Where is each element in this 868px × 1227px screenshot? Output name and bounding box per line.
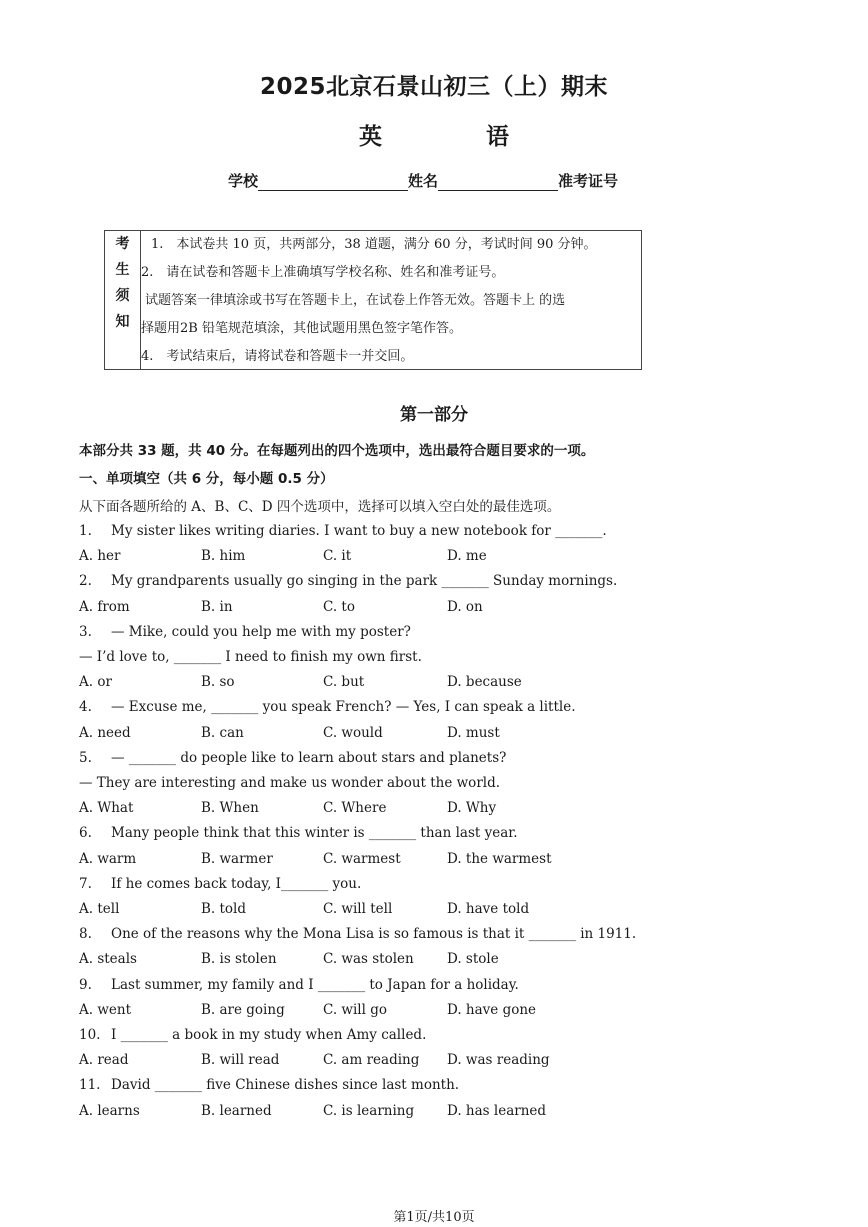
answer-option[interactable]: B. him [201,548,246,565]
question-stem [79,825,518,841]
notice-side-label [105,231,141,369]
answer-option[interactable]: B. learned [201,1102,272,1119]
question-number: 6. [79,825,92,842]
answer-option[interactable]: B. is stolen [201,951,277,968]
question-text: David _______ five Chinese dishes since last month. [111,1077,460,1094]
answer-option[interactable]: D. have told [447,901,530,917]
subject-title: 英 语 [358,124,557,150]
notice-side-char: 考 [115,236,130,252]
question-dialogue-line [79,775,500,791]
answer-option[interactable]: D. was reading [447,1052,550,1069]
question-stem [79,1027,426,1043]
answer-option[interactable]: A. from [79,598,130,615]
answer-option[interactable]: D. Why [447,800,497,817]
question-stem [79,750,506,766]
answer-option[interactable]: B. When [201,800,259,817]
school-label: 学校 [228,172,259,190]
student-info-line [228,170,618,191]
question-number: 7. [79,875,92,892]
question-number: 4. [79,699,92,716]
question-text: My sister likes writing diaries. I want to buy a new notebook for _______. [111,523,607,539]
notice-item: 择题用2B 铅笔规范填涂，其他试题用黑色签字笔作答。 [141,321,462,336]
question-stem [79,977,519,993]
question-stem [79,699,576,715]
question-text: Last summer, my family and I _______ to Japan for a holiday. [111,976,519,993]
question-number: 1. [79,523,92,539]
answer-option[interactable]: A. warm [79,850,137,867]
answer-option[interactable]: C. to [323,598,355,615]
answer-option[interactable]: C. Where [323,800,387,817]
answer-option[interactable]: D. the warmest [447,850,552,867]
exam-title: 2025北京石景山初三（上）期末 [259,74,608,100]
answer-option[interactable]: D. must [447,724,500,741]
answer-option[interactable]: B. so [201,674,235,691]
part-intro: 本部分共 33 题，共 40 分。在每题列出的四个选项中，选出最符合题目要求的一项。 [79,443,595,459]
question-text: — Mike, could you help me with my poster? [111,623,411,640]
answer-option[interactable]: B. are going [201,1001,285,1018]
question-stem [79,573,617,589]
answer-option[interactable]: B. warmer [201,850,273,867]
answer-option[interactable]: D. on [447,598,483,615]
notice-item: 试题答案一律填涂或书写在答题卡上，在试卷上作答无效。答题卡上 的选 [145,293,566,308]
school-field[interactable] [258,174,408,191]
answer-option[interactable]: C. but [323,674,365,691]
question-stem [79,1077,459,1093]
question-stem [79,926,636,942]
answer-option[interactable]: C. am reading [323,1052,420,1069]
answer-option[interactable]: A. tell [79,901,120,917]
notice-side-char: 生 [115,262,130,278]
answer-option[interactable]: A. her [79,548,121,565]
answer-option[interactable]: A. or [79,674,112,691]
notice-item: 1. 本试卷共 10 页，共两部分，38 道题，满分 60 分，考试时间 90 分钟。 [151,237,597,252]
question-stem [79,876,361,892]
answer-option[interactable]: B. told [201,901,247,917]
answer-option[interactable]: C. warmest [323,850,401,867]
answer-option[interactable]: A. steals [79,951,137,968]
answer-option[interactable]: A. need [79,724,131,741]
exam-notice-box [104,230,642,370]
question-number: 8. [79,926,92,943]
answer-option[interactable]: B. will read [201,1052,280,1069]
answer-option[interactable]: C. it [323,548,352,565]
notice-item: 2. 请在试卷和答题卡上准确填写学校名称、姓名和准考证号。 [141,265,505,280]
question-stem [79,624,411,640]
notice-item: 4. 考试结束后，请将试卷和答题卡一并交回。 [141,349,414,364]
section-title: 一、单项填空（共 6 分，每小题 0.5 分） [79,471,334,487]
answer-option[interactable]: A. What [79,800,134,817]
question-text: — _______ do people like to learn about stars and planets? [111,749,507,766]
answer-option[interactable]: D. have gone [447,1001,537,1018]
question-text: One of the reasons why the Mona Lisa is so famous is that it _______ in 1911. [111,926,637,943]
question-dialogue-line [79,649,422,665]
name-label: 姓名 [408,172,439,190]
name-field[interactable] [438,174,558,191]
question-text: Many people think that this winter is _______ than last year. [111,825,518,842]
answer-option[interactable]: A. learns [79,1102,140,1119]
notice-side-char: 知 [115,314,130,330]
answer-option[interactable]: D. because [447,674,522,691]
answer-option[interactable]: D. me [447,548,487,565]
page-footer: 第1页/共10页 [393,1210,475,1225]
question-text: — I’d love to, _______ I need to finish my own first. [79,649,422,665]
question-text: If he comes back today, I_______ you. [111,875,362,892]
question-number: 11. [79,1077,101,1094]
question-number: 10. [79,1027,101,1043]
section-instruction: 从下面各题所给的 A、B、C、D 四个选项中，选择可以填入空白处的最佳选项。 [79,499,561,515]
question-number: 3. [79,623,92,640]
answer-option[interactable]: C. is learning [323,1102,415,1119]
notice-side-char: 须 [115,288,130,304]
answer-option[interactable]: B. can [201,724,244,741]
answer-option[interactable]: C. will tell [323,901,393,917]
question-text: I _______ a book in my study when Amy called. [111,1027,427,1043]
answer-option[interactable]: D. stole [447,951,499,968]
question-text: My grandparents usually go singing in the park _______ Sunday mornings. [111,573,618,590]
question-text: — Excuse me, _______ you speak French? — Yes, I can speak a little. [111,699,576,716]
part-title: 第一部分 [400,405,468,425]
answer-option[interactable]: D. has learned [447,1102,547,1119]
exam-id-label: 准考证号 [558,172,619,190]
question-text: — They are interesting and make us wonder about the world. [79,775,501,791]
answer-option[interactable]: C. will go [323,1001,387,1018]
answer-option[interactable]: B. in [201,598,233,615]
question-stem [79,523,607,539]
question-number: 9. [79,976,92,993]
answer-option[interactable]: C. was stolen [323,951,414,968]
question-number: 5. [79,749,92,766]
answer-option[interactable]: A. went [79,1001,131,1018]
answer-option[interactable]: A. read [79,1052,129,1069]
answer-option[interactable]: C. would [323,724,383,741]
question-number: 2. [79,573,92,590]
